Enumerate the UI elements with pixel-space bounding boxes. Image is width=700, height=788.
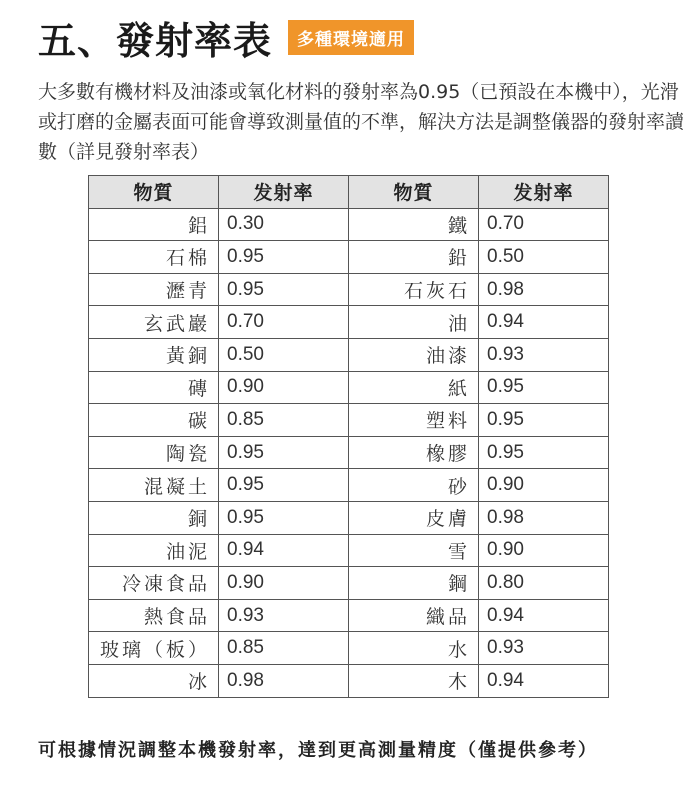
emissivity-cell: 0.50 bbox=[219, 338, 349, 371]
table-row bbox=[89, 208, 609, 241]
material-cell: 石灰石 bbox=[349, 273, 479, 306]
emissivity-cell: 0.94 bbox=[479, 664, 609, 697]
material-cell: 混凝土 bbox=[89, 469, 219, 502]
material-cell: 玄武巖 bbox=[89, 306, 219, 339]
header bbox=[38, 10, 414, 65]
material-cell: 鐵 bbox=[349, 208, 479, 241]
table-row bbox=[89, 599, 609, 632]
material-cell: 油 bbox=[349, 306, 479, 339]
emissivity-cell: 0.70 bbox=[479, 208, 609, 241]
table-row bbox=[89, 567, 609, 600]
material-cell: 碳 bbox=[89, 404, 219, 437]
table-row bbox=[89, 306, 609, 339]
material-cell: 木 bbox=[349, 664, 479, 697]
emissivity-cell: 0.85 bbox=[219, 632, 349, 665]
header-material-1: 物質 bbox=[89, 176, 219, 209]
emissivity-cell: 0.94 bbox=[479, 599, 609, 632]
table-row bbox=[89, 273, 609, 306]
material-cell: 鋁 bbox=[89, 208, 219, 241]
material-cell: 黃銅 bbox=[89, 338, 219, 371]
header-emissivity-2: 发射率 bbox=[479, 176, 609, 209]
table-row bbox=[89, 469, 609, 502]
header-emissivity-1: 发射率 bbox=[219, 176, 349, 209]
emissivity-cell: 0.85 bbox=[219, 404, 349, 437]
material-cell: 織品 bbox=[349, 599, 479, 632]
table-row bbox=[89, 632, 609, 665]
table-row bbox=[89, 534, 609, 567]
footer-note: 可根據情況調整本機發射率，達到更高測量精度（僅提供參考） bbox=[38, 740, 598, 761]
table-row bbox=[89, 338, 609, 371]
emissivity-cell: 0.90 bbox=[219, 567, 349, 600]
header-material-2: 物質 bbox=[349, 176, 479, 209]
emissivity-cell: 0.95 bbox=[219, 436, 349, 469]
table-row bbox=[89, 404, 609, 437]
material-cell: 瀝青 bbox=[89, 273, 219, 306]
material-cell: 油泥 bbox=[89, 534, 219, 567]
emissivity-cell: 0.98 bbox=[219, 664, 349, 697]
table-row bbox=[89, 241, 609, 274]
emissivity-cell: 0.80 bbox=[479, 567, 609, 600]
material-cell: 冰 bbox=[89, 664, 219, 697]
material-cell: 磚 bbox=[89, 371, 219, 404]
intro-paragraph: 大多數有機材料及油漆或氧化材料的發射率為0.95（已預設在本機中），光滑或打磨的金屬表面可能會導致測量值的不準，解決方法是調整儀器的發射率讀數（詳見發射率表） bbox=[38, 81, 685, 163]
material-cell: 油漆 bbox=[349, 338, 479, 371]
material-cell: 紙 bbox=[349, 371, 479, 404]
table-row bbox=[89, 436, 609, 469]
emissivity-cell: 0.95 bbox=[219, 241, 349, 274]
emissivity-cell: 0.94 bbox=[219, 534, 349, 567]
emissivity-cell: 0.70 bbox=[219, 306, 349, 339]
material-cell: 雪 bbox=[349, 534, 479, 567]
material-cell: 冷凍食品 bbox=[89, 567, 219, 600]
emissivity-cell: 0.94 bbox=[479, 306, 609, 339]
emissivity-cell: 0.95 bbox=[479, 371, 609, 404]
material-cell: 水 bbox=[349, 632, 479, 665]
material-cell: 石棉 bbox=[89, 241, 219, 274]
table-header-row bbox=[89, 176, 609, 209]
material-cell: 塑料 bbox=[349, 404, 479, 437]
table-body bbox=[89, 208, 609, 697]
material-cell: 鉛 bbox=[349, 241, 479, 274]
emissivity-cell: 0.95 bbox=[219, 501, 349, 534]
material-cell: 熱食品 bbox=[89, 599, 219, 632]
emissivity-cell: 0.95 bbox=[479, 404, 609, 437]
emissivity-cell: 0.93 bbox=[219, 599, 349, 632]
table-row bbox=[89, 371, 609, 404]
material-cell: 銅 bbox=[89, 501, 219, 534]
emissivity-table bbox=[88, 175, 609, 698]
material-cell: 砂 bbox=[349, 469, 479, 502]
emissivity-cell: 0.98 bbox=[479, 501, 609, 534]
emissivity-cell: 0.50 bbox=[479, 241, 609, 274]
table-row bbox=[89, 501, 609, 534]
emissivity-cell: 0.90 bbox=[479, 534, 609, 567]
material-cell: 橡膠 bbox=[349, 436, 479, 469]
emissivity-cell: 0.95 bbox=[479, 436, 609, 469]
material-cell: 皮膚 bbox=[349, 501, 479, 534]
emissivity-cell: 0.95 bbox=[219, 273, 349, 306]
emissivity-cell: 0.95 bbox=[219, 469, 349, 502]
emissivity-cell: 0.93 bbox=[479, 338, 609, 371]
material-cell: 玻璃（板） bbox=[89, 632, 219, 665]
emissivity-cell: 0.98 bbox=[479, 273, 609, 306]
emissivity-cell: 0.93 bbox=[479, 632, 609, 665]
emissivity-cell: 0.30 bbox=[219, 208, 349, 241]
page-title: 五、發射率表 bbox=[38, 19, 273, 63]
environment-badge: 多種環境適用 bbox=[288, 20, 414, 55]
material-cell: 鋼 bbox=[349, 567, 479, 600]
emissivity-cell: 0.90 bbox=[219, 371, 349, 404]
table-row bbox=[89, 664, 609, 697]
emissivity-cell: 0.90 bbox=[479, 469, 609, 502]
material-cell: 陶瓷 bbox=[89, 436, 219, 469]
